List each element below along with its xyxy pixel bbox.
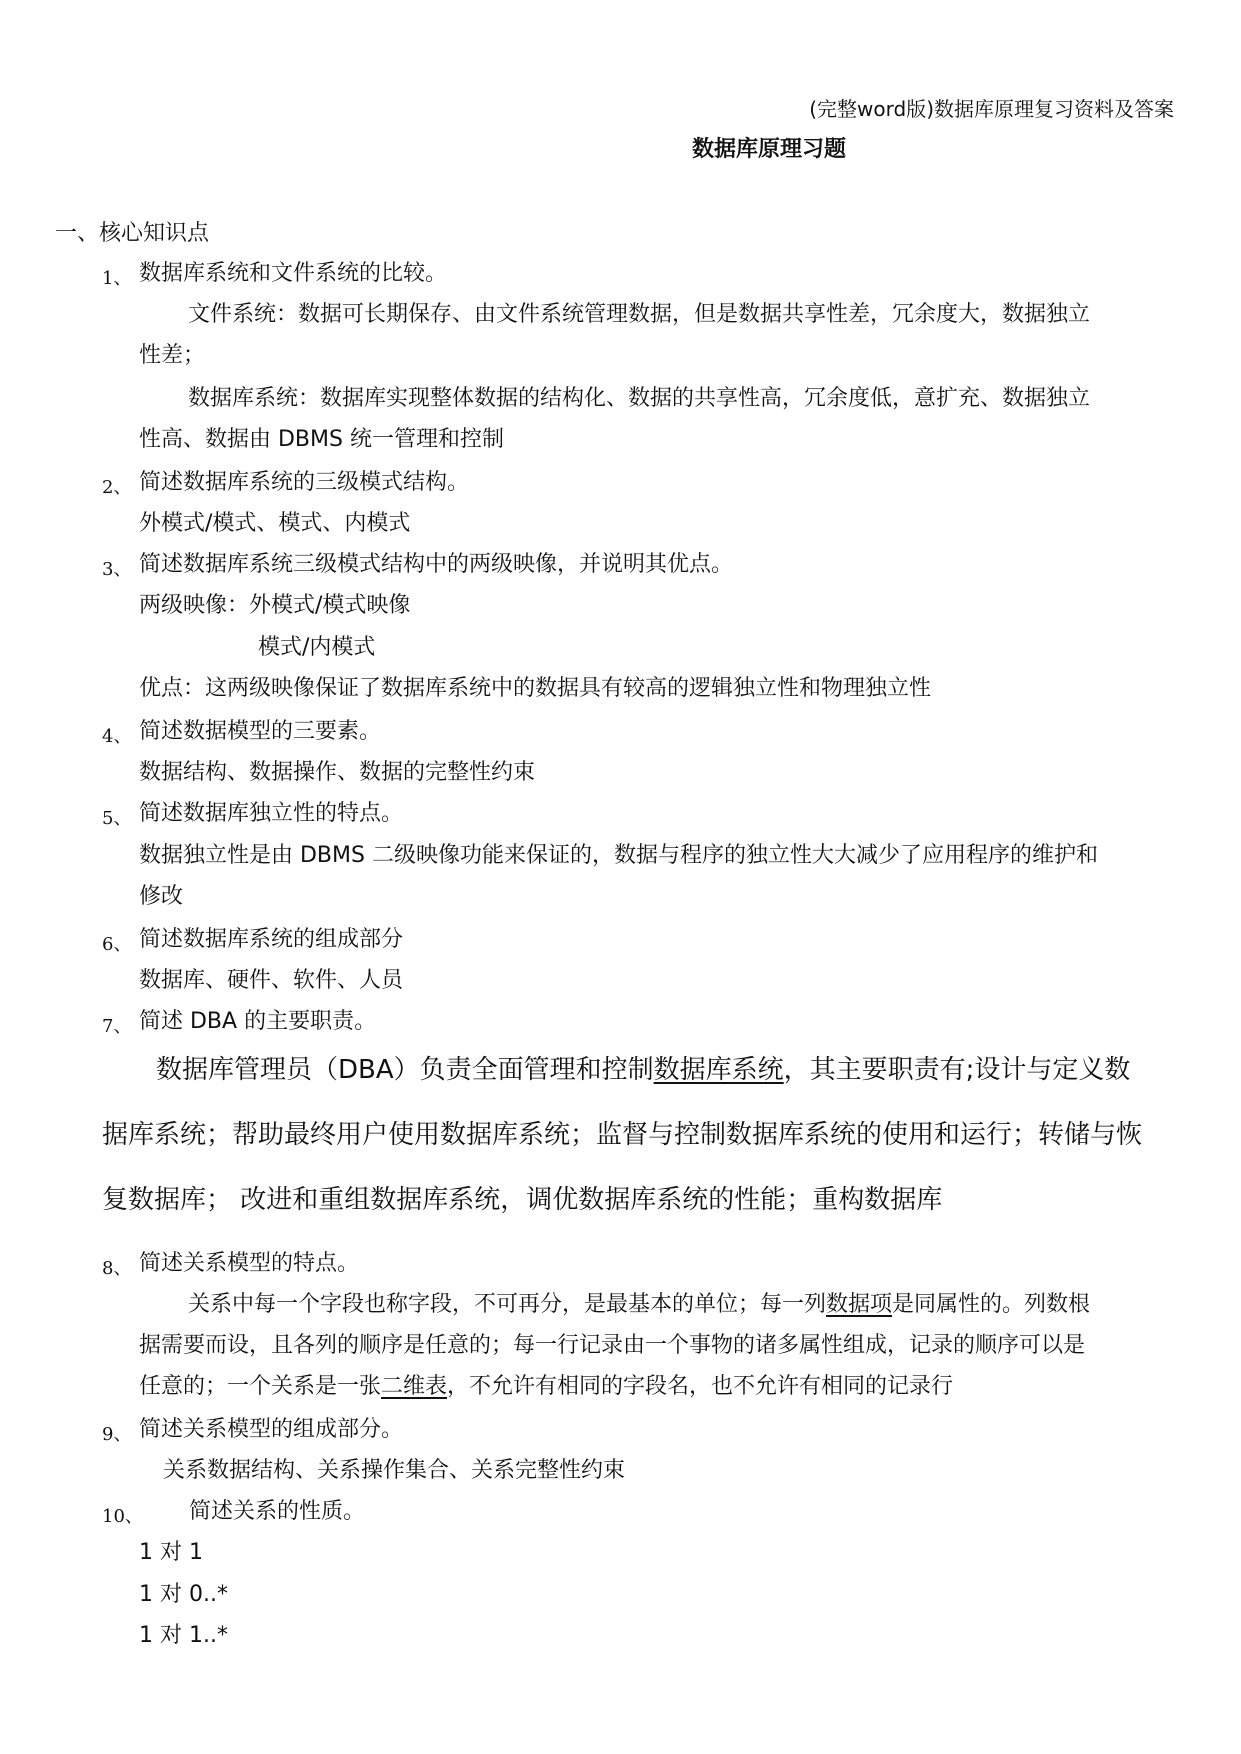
question-text: 简述关系的性质。 <box>189 1499 366 1524</box>
question-text: 简述 DBA 的主要职责。 <box>139 1009 377 1034</box>
answer-text: 关系中每一个字段也称字段，不可再分，是最基本的单位；每一列 <box>188 1292 827 1317</box>
question-text: 简述关系模型的组成部分。 <box>139 1417 404 1442</box>
answer-line: 数据结构、数据操作、数据的完整性约束 <box>139 760 536 785</box>
question-number: 10、 <box>102 1506 143 1527</box>
answer-line: 关系数据结构、关系操作集合、关系完整性约束 <box>163 1458 626 1483</box>
answer-line <box>139 1374 953 1400</box>
link-text[interactable]: 数据库系统 <box>653 1055 784 1085</box>
answer-line: 复数据库； 改进和重组数据库系统，调优数据库系统的性能；重构数据库 <box>102 1185 943 1215</box>
answer-line: 据需要而设，且各列的顺序是任意的；每一行记录由一个事物的诸多属性组成，记录的顺序可以是 <box>139 1333 1086 1358</box>
question-text: 简述数据库系统的组成部分 <box>139 927 404 952</box>
answer-line <box>156 1055 1130 1086</box>
answer-line: 数据库系统：数据库实现整体数据的结构化、数据的共享性高，冗余度低，意扩充、数据独立 <box>188 386 1091 411</box>
answer-line: 两级映像：外模式/模式映像 <box>139 593 411 618</box>
answer-text: 数据库管理员（DBA）负责全面管理和控制 <box>156 1055 654 1085</box>
link-text[interactable]: 二维表 <box>381 1374 448 1399</box>
question-number: 9、 <box>102 1424 132 1445</box>
question-number: 2、 <box>102 477 132 498</box>
answer-line <box>188 1292 1090 1318</box>
question-text: 简述数据库独立性的特点。 <box>139 801 404 826</box>
answer-line: 外模式/模式、模式、内模式 <box>139 511 411 536</box>
answer-text: ，不允许有相同的字段名，也不允许有相同的记录行 <box>447 1374 954 1399</box>
answer-text: 是同属性的。列数根 <box>892 1292 1091 1317</box>
answer-line: 模式/内模式 <box>258 635 376 660</box>
answer-line: 文件系统：数据可长期保存、由文件系统管理数据，但是数据共享性差，冗余度大，数据独立 <box>188 302 1091 327</box>
page-title: 数据库原理习题 <box>691 137 846 162</box>
answer-line: 性差； <box>139 343 206 368</box>
question-number: 6、 <box>102 934 132 955</box>
answer-line: 数据独立性是由 DBMS 二级映像功能来保证的，数据与程序的独立性大大减少了应用程序的维护和 <box>139 843 1098 868</box>
answer-text: 任意的；一个关系是一张 <box>139 1374 382 1399</box>
answer-line: 数据库、硬件、软件、人员 <box>139 968 404 993</box>
answer-line: 1 对 0..* <box>139 1582 228 1607</box>
question-number: 1、 <box>102 268 132 289</box>
question-text: 简述数据库系统三级模式结构中的两级映像，并说明其优点。 <box>139 552 734 577</box>
question-text: 数据库系统和文件系统的比较。 <box>139 261 448 286</box>
question-number: 5、 <box>102 808 132 829</box>
answer-text: ，其主要职责有;设计与定义数 <box>783 1055 1131 1085</box>
answer-line: 1 对 1..* <box>139 1623 228 1648</box>
question-number: 8、 <box>102 1258 132 1279</box>
question-text: 简述数据模型的三要素。 <box>139 719 382 744</box>
question-number: 3、 <box>102 559 132 580</box>
question-number: 4、 <box>102 726 132 747</box>
page-header: (完整word版)数据库原理复习资料及答案 <box>809 97 1174 121</box>
question-text: 简述数据库系统的三级模式结构。 <box>139 470 470 495</box>
answer-line: 修改 <box>139 884 184 909</box>
question-text: 简述关系模型的特点。 <box>139 1251 360 1276</box>
link-text[interactable]: 数据项 <box>826 1292 893 1317</box>
answer-line: 据库系统；帮助最终用户使用数据库系统；监督与控制数据库系统的使用和运行；转储与恢 <box>102 1120 1143 1150</box>
answer-line: 1 对 1 <box>139 1540 203 1565</box>
section-heading: 一、核心知识点 <box>55 221 210 246</box>
question-number: 7、 <box>102 1016 132 1037</box>
answer-line: 性高、数据由 DBMS 统一管理和控制 <box>139 427 504 452</box>
answer-line: 优点：这两级映像保证了数据库系统中的数据具有较高的逻辑独立性和物理独立性 <box>139 676 932 701</box>
